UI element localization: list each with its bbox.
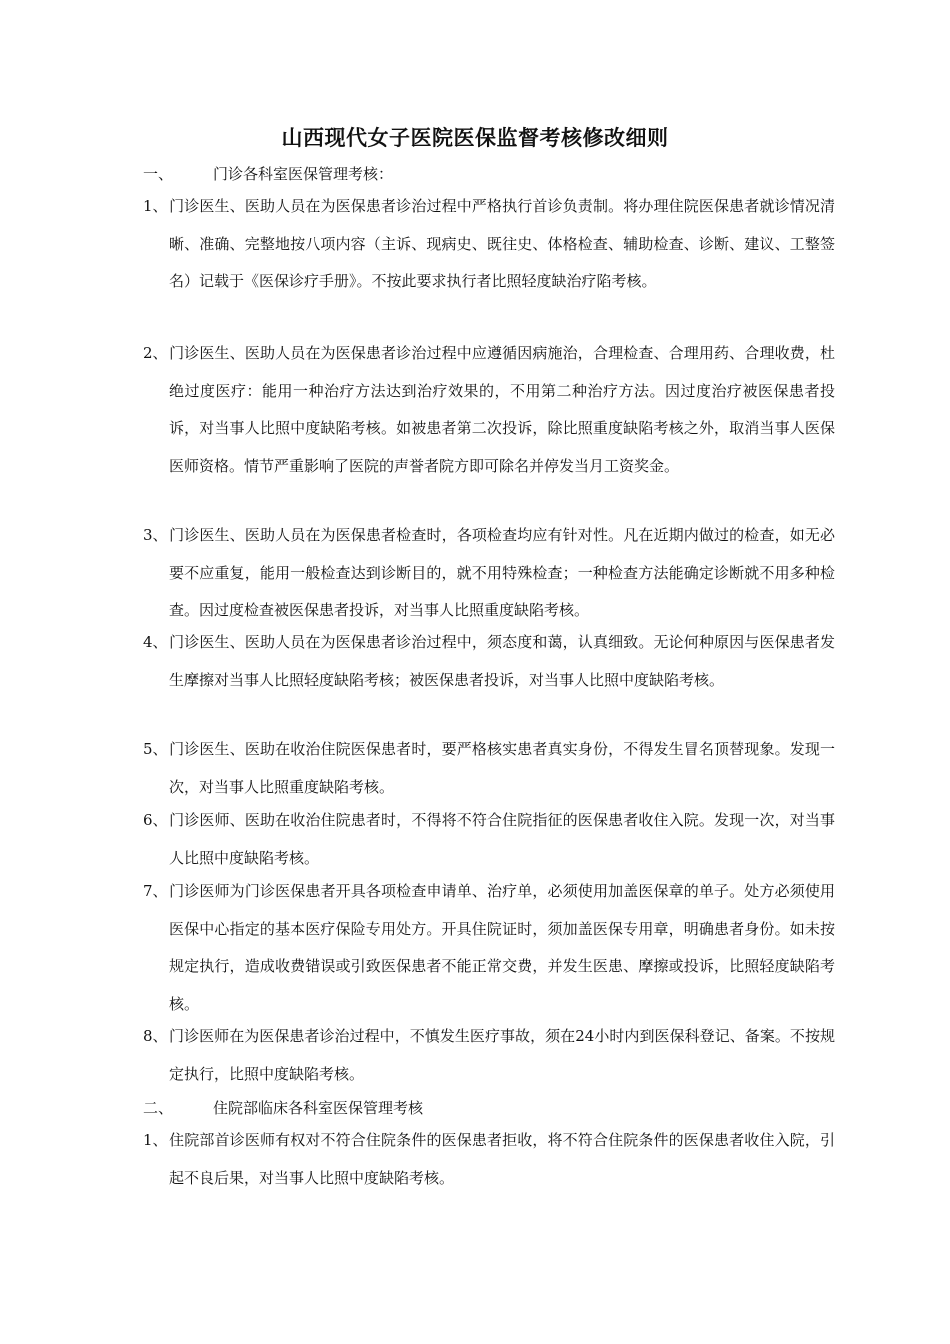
item-text: 门诊医师、医助在收治住院患者时，不得将不符合住院指征的医保患者收住入院。发现一次，对当事人比照中度缺陷考核。 [169, 811, 835, 867]
list-item [143, 1122, 835, 1197]
item-number: 8、 [143, 1027, 168, 1045]
list-item [143, 1018, 835, 1093]
item-text: 门诊医生、医助人员在为医保患者诊治过程中应遵循因病施治，合理检查、合理用药、合理收费，杜绝过度医疗：能用一种治疗方法达到治疗效果的，不用第二种治疗方法。因过度治疗被医保患者投诉，对当事人比照中度缺陷考核。如被患者第二次投诉，除比照重度缺陷考核之外，取消当事人医保医师资格。情节严重影响了医院的声誉者院方即可除名并停发当月工资奖金。 [169, 344, 835, 475]
section-number: 一、 [143, 165, 174, 183]
item-number: 1、 [143, 1131, 168, 1149]
section-heading-text: 住院部临床各科室医保管理考核 [213, 1099, 424, 1117]
list-item [143, 335, 835, 485]
item-number: 3、 [143, 526, 168, 544]
item-text: 门诊医生、医助人员在为医保患者检查时，各项检查均应有针对性。凡在近期内做过的检查，如无必要不应重复，能用一般检查达到诊断目的，就不用特殊检查；一种检查方法能确定诊断就不用多种检查。因过度检查被医保患者投诉，对当事人比照重度缺陷考核。 [169, 526, 835, 619]
list-item [143, 802, 835, 877]
item-number: 6、 [143, 811, 168, 829]
list-item [143, 188, 835, 301]
list-item [143, 517, 835, 630]
document-title: 山西现代女子医院医保监督考核修改细则 [281, 126, 669, 150]
item-text: 门诊医生、医助人员在为医保患者诊治过程中严格执行首诊负责制。将办理住院医保患者就诊情况清晰、准确、完整地按八项内容（主诉、现病史、既往史、体格检查、辅助检查、诊断、建议、工整签名）记载于《医保诊疗手册》。不按此要求执行者比照轻度缺治疗陷考核。 [169, 197, 835, 290]
item-text: 门诊医师为门诊医保患者开具各项检查申请单、治疗单，必须使用加盖医保章的单子。处方必须使用医保中心指定的基本医疗保险专用处方。开具住院证时，须加盖医保专用章，明确患者身份。如未按规定执行，造成收费错误或引致医保患者不能正常交费，并发生医患、摩擦或投诉，比照轻度缺陷考核。 [169, 882, 835, 1013]
section-number: 二、 [143, 1099, 174, 1117]
item-number: 4、 [143, 633, 168, 651]
item-text: 门诊医师在为医保患者诊治过程中，不慎发生医疗事故，须在24小时内到医保科登记、备案。不按规定执行，比照中度缺陷考核。 [169, 1027, 835, 1083]
list-item [143, 873, 835, 1023]
item-text: 门诊医生、医助在收治住院医保患者时，要严格核实患者真实身份，不得发生冒名顶替现象。发现一次，对当事人比照重度缺陷考核。 [169, 740, 835, 796]
section-heading-text: 门诊各科室医保管理考核： [213, 165, 394, 183]
item-text: 住院部首诊医师有权对不符合住院条件的医保患者拒收，将不符合住院条件的医保患者收住入院，引起不良后果，对当事人比照中度缺陷考核。 [169, 1131, 835, 1187]
list-item [143, 624, 835, 699]
item-number: 7、 [143, 882, 168, 900]
item-text: 门诊医生、医助人员在为医保患者诊治过程中，须态度和蔼，认真细致。无论何种原因与医保患者发生摩擦对当事人比照轻度缺陷考核；被医保患者投诉，对当事人比照中度缺陷考核。 [169, 633, 835, 689]
item-number: 5、 [143, 740, 168, 758]
item-number: 1、 [143, 197, 168, 215]
section-heading-2 [143, 1097, 423, 1119]
item-number: 2、 [143, 344, 168, 362]
section-heading-1 [143, 163, 393, 185]
list-item [143, 731, 835, 806]
